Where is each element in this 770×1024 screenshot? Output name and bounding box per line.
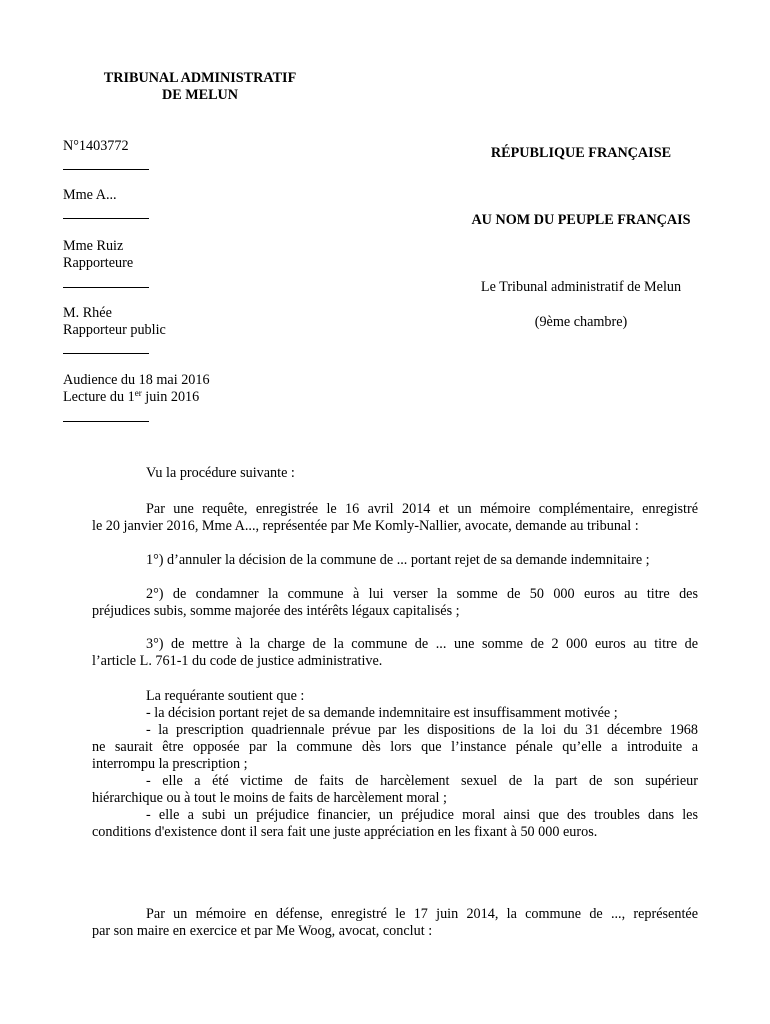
arguments-section: La requérante soutient que : - la décision portant rejet de sa demande indemnitaire est insuffisamment motivée ; - la prescription quadriennale prévue par les dispositions de la loi du 31 décembre 1968 ne saurait être opposée par la commune dès lors que l’instance pénale qu’elle a introduite a interrompu la prescription ; - elle a été victime de faits de harcèlement sexuel de la part de son supérieur hiérarchique ou à tout le moins de faits de harcèlement moral ; - elle a subi un préjudice financier, un préjudice moral ainsi que des troubles dans les conditions d'existence dont il sera fait une juste appréciation en les fixant à 50 000 euros. [92,688,698,840]
divider [63,218,149,219]
hearing-dates [63,372,210,406]
rapporteur-name: Mme Ruiz [63,238,124,254]
public-rapporteur [63,305,166,339]
procedure-heading: Vu la procédure suivante : [146,465,295,481]
court-name [0,70,400,104]
chamber: (9ème chambre) [534,314,628,330]
rapporteur [63,238,133,272]
argument-2: - la prescription quadriennale prévue par les dispositions de la loi du 31 décembre 1968 [146,722,698,738]
claim-2: 2°) de condamner la commune à lui verser la somme de 50 000 euros au titre des préjudices subis, somme majorée des intérêts légaux capitalisés ; [92,586,698,619]
divider [63,287,149,288]
arguments-intro: La requérante soutient que : [146,688,305,704]
hearing-date: Audience du 18 mai 2016 [63,372,210,388]
public-rapporteur-name: M. Rhée [63,305,112,321]
request-paragraph: Par une requête, enregistrée le 16 avril 2014 et un mémoire complémentaire, enregistré le 20 janvier 2016, Mme A..., représentée par Me Komly-Nallier, avocate, demande au tribunal : [92,501,698,534]
claim-1: 1°) d’annuler la décision de la commune de ... portant rejet de sa demande indemnitaire ; [146,552,650,568]
argument-3: - elle a été victime de faits de harcèlement sexuel de la part de son supérieur [146,773,698,789]
party-name: Mme A... [63,187,117,203]
argument-4: - elle a subi un préjudice financier, un préjudice moral ainsi que des troubles dans les [146,807,698,823]
argument-1: - la décision portant rejet de sa demande indemnitaire est insuffisamment motivée ; [146,705,618,721]
court-name-line2: DE MELUN [161,87,239,103]
defense-paragraph: Par un mémoire en défense, enregistré le 17 juin 2014, la commune de ..., représentée par son maire en exercice et par Me Woog, avocat, conclut : [92,906,698,939]
divider [63,169,149,170]
public-rapporteur-role: Rapporteur public [63,322,166,338]
rapporteur-role: Rapporteure [63,255,134,271]
republic-heading: RÉPUBLIQUE FRANÇAISE [490,145,672,161]
divider [63,353,149,354]
tribunal-name: Le Tribunal administratif de Melun [480,279,682,295]
case-number: N°1403772 [63,138,129,154]
court-name-line1: TRIBUNAL ADMINISTRATIF [103,70,297,86]
divider [63,421,149,422]
people-heading: AU NOM DU PEUPLE FRANÇAIS [471,212,691,228]
claim-3: 3°) de mettre à la charge de la commune de ... une somme de 2 000 euros au titre de l’article L. 761-1 du code de justice administrative. [92,636,698,669]
reading-date: Lecture du 1er juin 2016 [63,388,200,405]
